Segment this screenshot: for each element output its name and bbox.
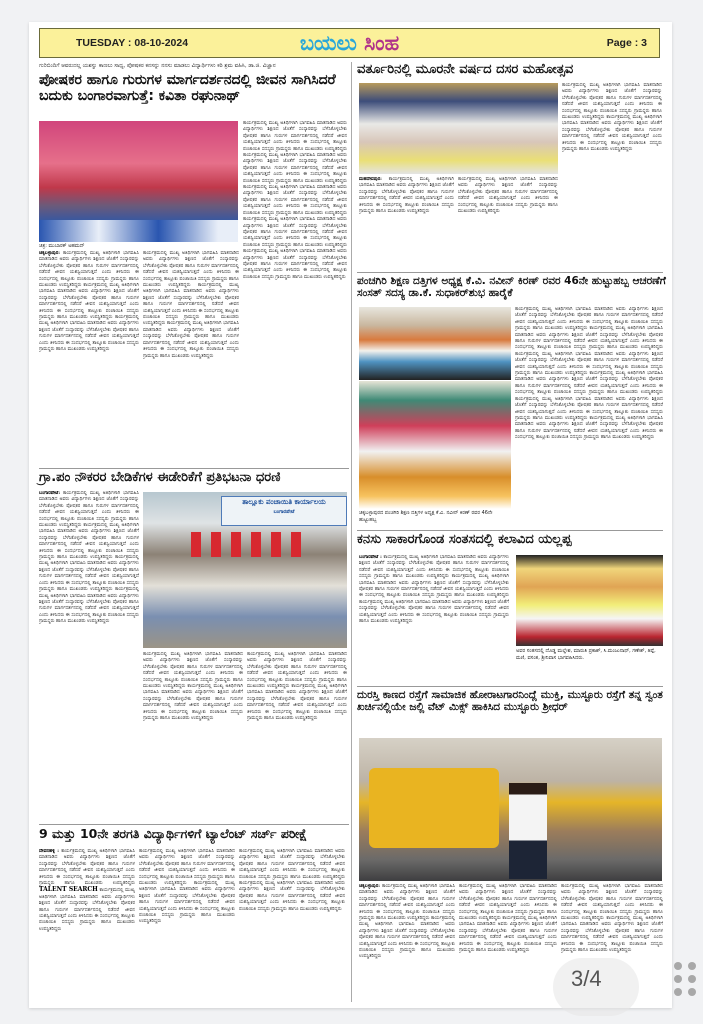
photo-caption: ಅವರ ಸಂತಸದಲ್ಲಿ ದೊಡ್ಡ ಮಲ್ಲೇಶ, ಮಾರುತಿ ಪ್ರಕಾಶ್, ಸಿ.ಮಂಜುನಾಥ್, ಗಣೇಶ್, ತಿಪ್ಪೆ, ಮಣಿ, ವಸಂತ, ಶ್ರೀನಿವಾಸ ಭಾಗವಹಿಸಿದರು. [516,648,656,661]
red-flags [191,532,311,557]
dateline: ಬಂಗಾರಪೇಟೆ : [359,555,382,560]
headline-varthur[interactable]: ವರ್ತೂರಿನಲ್ಲಿ ಮೂರನೇ ವರ್ಷದ ದಸರ ಮಹೋತ್ಸವ [357,62,574,77]
photo-kavitha-event [39,121,238,242]
grid-view-icon[interactable] [674,962,698,998]
photo-jcb-road-work [359,738,662,881]
article-body: ಕಾರ್ಯಕ್ರಮದಲ್ಲಿ ಮುಖ್ಯ ಅತಿಥಿಗಳಾಗಿ ಭಾಗವಹಿಸಿ ಮಾತನಾಡಿದ ಅವರು ವಿದ್ಯಾರ್ಥಿಗಳು ಶಿಕ್ಷಣದ ಜೊತೆಗೆ ಸಂಸ್ಕಾರವನ್ನು ಬೆಳೆಸಿಕೊಳ್ಳಬೇಕು ಪೋಷಕರ ಹಾಗೂ ಗುರುಗಳ ಮಾರ್ಗದರ್ಶನದಲ್ಲಿ ನಡೆದರೆ ಜೀವನ ಯಶಸ್ವಿಯಾಗುತ್ತದೆ ಎಂದು ತಿಳಿಸಿದರು ಈ ಸಂದರ್ಭದಲ್ಲಿ ತಾಲ್ಲೂಕು ಪಂಚಾಯಿತಿ ಸದಸ್ಯರು ಗ್ರಾಮಸ್ಥರು ಹಾಗೂ ಮುಖಂಡರು ಉಪಸ್ಥಿತರಿದ್ದರು ಕಾರ್ಯಕ್ರಮದಲ್ಲಿ ಮುಖ್ಯ ಅತಿಥಿಗಳಾಗಿ ಭಾಗವಹಿಸಿ ಮಾತನಾಡಿದ ಅವರು ವಿದ್ಯಾರ್ಥಿಗಳು ಶಿಕ್ಷಣದ ಜೊತೆಗೆ ಸಂಸ್ಕಾರವನ್ನು ಬೆಳೆಸಿಕೊಳ್ಳಬೇಕು ಪೋಷಕರ ಹಾಗೂ ಗುರುಗಳ ಮಾರ್ಗದರ್ಶನದಲ್ಲಿ ನಡೆದರೆ ಜೀವನ ಯಶಸ್ವಿಯಾಗುತ್ತದೆ ಎಂದು ತಿಳಿಸಿದರು ಈ ಸಂದರ್ಭದಲ್ಲಿ ತಾಲ್ಲೂಕು ಪಂಚಾಯಿತಿ ಸದಸ್ಯರು ಗ್ರಾಮಸ್ಥರು ಹಾಗೂ ಮುಖಂಡರು ಉಪಸ್ಥಿತರಿದ್ದರು [143,652,243,722]
photo-yallappa-felicitation [516,555,663,646]
page-number: Page : 3 [606,37,647,49]
office-signboard-sub: ಬಂಗಾರಪೇಟೆ [273,509,295,515]
person-standing [509,783,547,879]
section-divider [357,530,663,531]
article-body: ಬಂಗಾರಪೇಟೆ : ಕಾರ್ಯಕ್ರಮದಲ್ಲಿ ಮುಖ್ಯ ಅತಿಥಿಗಳಾಗಿ ಭಾಗವಹಿಸಿ ಮಾತನಾಡಿದ ಅವರು ವಿದ್ಯಾರ್ಥಿಗಳು ಶಿಕ್ಷಣದ ಜೊತೆಗೆ ಸಂಸ್ಕಾರವನ್ನು ಬೆಳೆಸಿಕೊಳ್ಳಬೇಕು ಪೋಷಕರ ಹಾಗೂ ಗುರುಗಳ ಮಾರ್ಗದರ್ಶನದಲ್ಲಿ ನಡೆದರೆ ಜೀವನ ಯಶಸ್ವಿಯಾಗುತ್ತದೆ ಎಂದು ತಿಳಿಸಿದರು ಈ ಸಂದರ್ಭದಲ್ಲಿ ತಾಲ್ಲೂಕು ಪಂಚಾಯಿತಿ ಸದಸ್ಯರು ಗ್ರಾಮಸ್ಥರು ಹಾಗೂ ಮುಖಂಡರು ಉಪಸ್ಥಿತರಿದ್ದರು ಕಾರ್ಯಕ್ರಮದಲ್ಲಿ ಮುಖ್ಯ ಅತಿಥಿಗಳಾಗಿ ಭಾಗವಹಿಸಿ ಮಾತನಾಡಿದ ಅವರು ವಿದ್ಯಾರ್ಥಿಗಳು ಶಿಕ್ಷಣದ ಜೊತೆಗೆ ಸಂಸ್ಕಾರವನ್ನು ಬೆಳೆಸಿಕೊಳ್ಳಬೇಕು ಪೋಷಕರ ಹಾಗೂ ಗುರುಗಳ ಮಾರ್ಗದರ್ಶನದಲ್ಲಿ ನಡೆದರೆ ಜೀವನ ಯಶಸ್ವಿಯಾಗುತ್ತದೆ ಎಂದು ತಿಳಿಸಿದರು ಈ ಸಂದರ್ಭದಲ್ಲಿ ತಾಲ್ಲೂಕು ಪಂಚಾಯಿತಿ ಸದಸ್ಯರು ಗ್ರಾಮಸ್ಥರು ಹಾಗೂ ಮುಖಂಡರು ಉಪಸ್ಥಿತರಿದ್ದರು ಕಾರ್ಯಕ್ರಮದಲ್ಲಿ ಮುಖ್ಯ ಅತಿಥಿಗಳಾಗಿ ಭಾಗವಹಿಸಿ ಮಾತನಾಡಿದ ಅವರು ವಿದ್ಯಾರ್ಥಿಗಳು ಶಿಕ್ಷಣದ ಜೊತೆಗೆ ಸಂಸ್ಕಾರವನ್ನು ಬೆಳೆಸಿಕೊಳ್ಳಬೇಕು ಪೋಷಕರ ಹಾಗೂ ಗುರುಗಳ ಮಾರ್ಗದರ್ಶನದಲ್ಲಿ ನಡೆದರೆ ಜೀವನ ಯಶಸ್ವಿಯಾಗುತ್ತದೆ ಎಂದು ತಿಳಿಸಿದರು ಈ ಸಂದರ್ಭದಲ್ಲಿ ತಾಲ್ಲೂಕು ಪಂಚಾಯಿತಿ ಸದಸ್ಯರು ಗ್ರಾಮಸ್ಥರು ಹಾಗೂ ಮುಖಂಡರು ಉಪಸ್ಥಿತರಿದ್ದರು [359,555,509,625]
newspaper-page [29,22,672,1008]
article-body: ಕಾರ್ಯಕ್ರಮದಲ್ಲಿ ಮುಖ್ಯ ಅತಿಥಿಗಳಾಗಿ ಭಾಗವಹಿಸಿ ಮಾತನಾಡಿದ ಅವರು ವಿದ್ಯಾರ್ಥಿಗಳು ಶಿಕ್ಷಣದ ಜೊತೆಗೆ ಸಂಸ್ಕಾರವನ್ನು ಬೆಳೆಸಿಕೊಳ್ಳಬೇಕು ಪೋಷಕರ ಹಾಗೂ ಗುರುಗಳ ಮಾರ್ಗದರ್ಶನದಲ್ಲಿ ನಡೆದರೆ ಜೀವನ ಯಶಸ್ವಿಯಾಗುತ್ತದೆ ಎಂದು ತಿಳಿಸಿದರು ಈ ಸಂದರ್ಭದಲ್ಲಿ ತಾಲ್ಲೂಕು ಪಂಚಾಯಿತಿ ಸದಸ್ಯರು ಗ್ರಾಮಸ್ಥರು ಹಾಗೂ ಮುಖಂಡರು ಉಪಸ್ಥಿತರಿದ್ದರು ಕಾರ್ಯಕ್ರಮದಲ್ಲಿ ಮುಖ್ಯ ಅತಿಥಿಗಳಾಗಿ ಭಾಗವಹಿಸಿ ಮಾತನಾಡಿದ ಅವರು ವಿದ್ಯಾರ್ಥಿಗಳು ಶಿಕ್ಷಣದ ಜೊತೆಗೆ ಸಂಸ್ಕಾರವನ್ನು ಬೆಳೆಸಿಕೊಳ್ಳಬೇಕು ಪೋಷಕರ ಹಾಗೂ ಗುರುಗಳ ಮಾರ್ಗದರ್ಶನದಲ್ಲಿ ನಡೆದರೆ ಜೀವನ ಯಶಸ್ವಿಯಾಗುತ್ತದೆ ಎಂದು ತಿಳಿಸಿದರು ಈ ಸಂದರ್ಭದಲ್ಲಿ ತಾಲ್ಲೂಕು ಪಂಚಾಯಿತಿ ಸದಸ್ಯರು ಗ್ರಾಮಸ್ಥರು ಹಾಗೂ ಮುಖಂಡರು ಉಪಸ್ಥಿತರಿದ್ದರು [139,849,235,925]
article-body: ಕಾರ್ಯಕ್ರಮದಲ್ಲಿ ಮುಖ್ಯ ಅತಿಥಿಗಳಾಗಿ ಭಾಗವಹಿಸಿ ಮಾತನಾಡಿದ ಅವರು ವಿದ್ಯಾರ್ಥಿಗಳು ಶಿಕ್ಷಣದ ಜೊತೆಗೆ ಸಂಸ್ಕಾರವನ್ನು ಬೆಳೆಸಿಕೊಳ್ಳಬೇಕು ಪೋಷಕರ ಹಾಗೂ ಗುರುಗಳ ಮಾರ್ಗದರ್ಶನದಲ್ಲಿ ನಡೆದರೆ ಜೀವನ ಯಶಸ್ವಿಯಾಗುತ್ತದೆ ಎಂದು ತಿಳಿಸಿದರು ಈ ಸಂದರ್ಭದಲ್ಲಿ ತಾಲ್ಲೂಕು ಪಂಚಾಯಿತಿ ಸದಸ್ಯರು ಗ್ರಾಮಸ್ಥರು ಹಾಗೂ ಮುಖಂಡರು ಉಪಸ್ಥಿತರಿದ್ದರು ಕಾರ್ಯಕ್ರಮದಲ್ಲಿ ಮುಖ್ಯ ಅತಿಥಿಗಳಾಗಿ ಭಾಗವಹಿಸಿ ಮಾತನಾಡಿದ ಅವರು ವಿದ್ಯಾರ್ಥಿಗಳು ಶಿಕ್ಷಣದ ಜೊತೆಗೆ ಸಂಸ್ಕಾರವನ್ನು ಬೆಳೆಸಿಕೊಳ್ಳಬೇಕು ಪೋಷಕರ ಹಾಗೂ ಗುರುಗಳ ಮಾರ್ಗದರ್ಶನದಲ್ಲಿ ನಡೆದರೆ ಜೀವನ ಯಶಸ್ವಿಯಾಗುತ್ತದೆ ಎಂದು ತಿಳಿಸಿದರು ಈ ಸಂದರ್ಭದಲ್ಲಿ ತಾಲ್ಲೂಕು ಪಂಚಾಯಿತಿ ಸದಸ್ಯರು ಗ್ರಾಮಸ್ಥರು ಹಾಗೂ ಮುಖಂಡರು ಉಪಸ್ಥಿತರಿದ್ದರು ಕಾರ್ಯಕ್ರಮದಲ್ಲಿ ಮುಖ್ಯ ಅತಿಥಿಗಳಾಗಿ ಭಾಗವಹಿಸಿ ಮಾತನಾಡಿದ ಅವರು ವಿದ್ಯಾರ್ಥಿಗಳು ಶಿಕ್ಷಣದ ಜೊತೆಗೆ ಸಂಸ್ಕಾರವನ್ನು ಬೆಳೆಸಿಕೊಳ್ಳಬೇಕು ಪೋಷಕರ ಹಾಗೂ ಗುರುಗಳ ಮಾರ್ಗದರ್ಶನದಲ್ಲಿ ನಡೆದರೆ ಜೀವನ ಯಶಸ್ವಿಯಾಗುತ್ತದೆ ಎಂದು ತಿಳಿಸಿದರು ಈ ಸಂದರ್ಭದಲ್ಲಿ ತಾಲ್ಲೂಕು ಪಂಚಾಯಿತಿ ಸದಸ್ಯರು ಗ್ರಾಮಸ್ಥರು ಹಾಗೂ ಮುಖಂಡರು ಉಪಸ್ಥಿತರಿದ್ದರು ಕಾರ್ಯಕ್ರಮದಲ್ಲಿ ಮುಖ್ಯ ಅತಿಥಿಗಳಾಗಿ ಭಾಗವಹಿಸಿ ಮಾತನಾಡಿದ ಅವರು ವಿದ್ಯಾರ್ಥಿಗಳು ಶಿಕ್ಷಣದ ಜೊತೆಗೆ ಸಂಸ್ಕಾರವನ್ನು ಬೆಳೆಸಿಕೊಳ್ಳಬೇಕು ಪೋಷಕರ ಹಾಗೂ ಗುರುಗಳ ಮಾರ್ಗದರ್ಶನದಲ್ಲಿ ನಡೆದರೆ ಜೀವನ ಯಶಸ್ವಿಯಾಗುತ್ತದೆ ಎಂದು ತಿಳಿಸಿದರು ಈ ಸಂದರ್ಭದಲ್ಲಿ ತಾಲ್ಲೂಕು ಪಂಚಾಯಿತಿ ಸದಸ್ಯರು ಗ್ರಾಮಸ್ಥರು ಹಾಗೂ ಮುಖಂಡರು ಉಪಸ್ಥಿತರಿದ್ದರು ಕಾರ್ಯಕ್ರಮದಲ್ಲಿ ಮುಖ್ಯ ಅತಿಥಿಗಳಾಗಿ ಭಾಗವಹಿಸಿ ಮಾತನಾಡಿದ ಅವರು ವಿದ್ಯಾರ್ಥಿಗಳು ಶಿಕ್ಷಣದ ಜೊತೆಗೆ ಸಂಸ್ಕಾರವನ್ನು ಬೆಳೆಸಿಕೊಳ್ಳಬೇಕು ಪೋಷಕರ ಹಾಗೂ ಗುರುಗಳ ಮಾರ್ಗದರ್ಶನದಲ್ಲಿ ನಡೆದರೆ ಜೀವನ ಯಶಸ್ವಿಯಾಗುತ್ತದೆ ಎಂದು ತಿಳಿಸಿದರು ಈ ಸಂದರ್ಭದಲ್ಲಿ ತಾಲ್ಲೂಕು ಪಂಚಾಯಿತಿ ಸದಸ್ಯರು ಗ್ರಾಮಸ್ಥರು ಹಾಗೂ ಮುಖಂಡರು ಉಪಸ್ಥಿತರಿದ್ದರು [243,121,347,280]
dateline: ಬಂಗಾರಪೇಟೆ: [39,491,61,496]
headline-naveen-kiran[interactable]: ಪಂಚಗಿರಿ ಶಿಕ್ಷಣ ದತ್ತಿಗಳ ಅಧ್ಯಕ್ಷ ಕೆ.ವಿ. ನವೀನ್ ಕಿರಣ್ ರವರ 46ನೇ ಹುಟ್ಟುಹಬ್ಬ ಆಚರಣೆಗೆ ಸಂಸತ್ ಸದಸ್ಯ ಡಾ.ಕೆ. ಸುಧಾಕರ್‌ಶುಭ ಹಾರೈಕೆ [357,275,666,300]
article-body: ಕಾರ್ಯಕ್ರಮದಲ್ಲಿ ಮುಖ್ಯ ಅತಿಥಿಗಳಾಗಿ ಭಾಗವಹಿಸಿ ಮಾತನಾಡಿದ ಅವರು ವಿದ್ಯಾರ್ಥಿಗಳು ಶಿಕ್ಷಣದ ಜೊತೆಗೆ ಸಂಸ್ಕಾರವನ್ನು ಬೆಳೆಸಿಕೊಳ್ಳಬೇಕು ಪೋಷಕರ ಹಾಗೂ ಗುರುಗಳ ಮಾರ್ಗದರ್ಶನದಲ್ಲಿ ನಡೆದರೆ ಜೀವನ ಯಶಸ್ವಿಯಾಗುತ್ತದೆ ಎಂದು ತಿಳಿಸಿದರು ಈ ಸಂದರ್ಭದಲ್ಲಿ ತಾಲ್ಲೂಕು ಪಂಚಾಯಿತಿ ಸದಸ್ಯರು ಗ್ರಾಮಸ್ಥರು ಹಾಗೂ ಮುಖಂಡರು ಉಪಸ್ಥಿತರಿದ್ದರು ಕಾರ್ಯಕ್ರಮದಲ್ಲಿ ಮುಖ್ಯ ಅತಿಥಿಗಳಾಗಿ ಭಾಗವಹಿಸಿ ಮಾತನಾಡಿದ ಅವರು ವಿದ್ಯಾರ್ಥಿಗಳು ಶಿಕ್ಷಣದ ಜೊತೆಗೆ ಸಂಸ್ಕಾರವನ್ನು ಬೆಳೆಸಿಕೊಳ್ಳಬೇಕು ಪೋಷಕರ ಹಾಗೂ ಗುರುಗಳ ಮಾರ್ಗದರ್ಶನದಲ್ಲಿ ನಡೆದರೆ ಜೀವನ ಯಶಸ್ವಿಯಾಗುತ್ತದೆ ಎಂದು ತಿಳಿಸಿದರು ಈ ಸಂದರ್ಭದಲ್ಲಿ ತಾಲ್ಲೂಕು ಪಂಚಾಯಿತಿ ಸದಸ್ಯರು ಗ್ರಾಮಸ್ಥರು ಹಾಗೂ ಮುಖಂಡರು ಉಪಸ್ಥಿತರಿದ್ದರು [561,884,663,954]
article-body: ಕಾರ್ಯಕ್ರಮದಲ್ಲಿ ಮುಖ್ಯ ಅತಿಥಿಗಳಾಗಿ ಭಾಗವಹಿಸಿ ಮಾತನಾಡಿದ ಅವರು ವಿದ್ಯಾರ್ಥಿಗಳು ಶಿಕ್ಷಣದ ಜೊತೆಗೆ ಸಂಸ್ಕಾರವನ್ನು ಬೆಳೆಸಿಕೊಳ್ಳಬೇಕು ಪೋಷಕರ ಹಾಗೂ ಗುರುಗಳ ಮಾರ್ಗದರ್ಶನದಲ್ಲಿ ನಡೆದರೆ ಜೀವನ ಯಶಸ್ವಿಯಾಗುತ್ತದೆ ಎಂದು ತಿಳಿಸಿದರು ಈ ಸಂದರ್ಭದಲ್ಲಿ ತಾಲ್ಲೂಕು ಪಂಚಾಯಿತಿ ಸದಸ್ಯರು ಗ್ರಾಮಸ್ಥರು ಹಾಗೂ ಮುಖಂಡರು ಉಪಸ್ಥಿತರಿದ್ದರು ಕಾರ್ಯಕ್ರಮದಲ್ಲಿ ಮುಖ್ಯ ಅತಿಥಿಗಳಾಗಿ ಭಾಗವಹಿಸಿ ಮಾತನಾಡಿದ ಅವರು ವಿದ್ಯಾರ್ಥಿಗಳು ಶಿಕ್ಷಣದ ಜೊತೆಗೆ ಸಂಸ್ಕಾರವನ್ನು ಬೆಳೆಸಿಕೊಳ್ಳಬೇಕು ಪೋಷಕರ ಹಾಗೂ ಗುರುಗಳ ಮಾರ್ಗದರ್ಶನದಲ್ಲಿ ನಡೆದರೆ ಜೀವನ ಯಶಸ್ವಿಯಾಗುತ್ತದೆ ಎಂದು ತಿಳಿಸಿದರು ಈ ಸಂದರ್ಭದಲ್ಲಿ ತಾಲ್ಲೂಕು ಪಂಚಾಯಿತಿ ಸದಸ್ಯರು ಗ್ರಾಮಸ್ಥರು ಹಾಗೂ ಮುಖಂಡರು ಉಪಸ್ಥಿತರಿದ್ದರು [247,652,347,722]
jcb-machine [369,768,499,848]
section-divider [39,468,349,469]
photo-caption: ಚಿಕ್ಕಬಳ್ಳಾಪುರದ ಪಂಚಗಿರಿ ಶಿಕ್ಷಣ ದತ್ತಿಗಳ ಅಧ್ಯಕ್ಷ ಕೆ.ವಿ. ನವೀನ್ ಕಿರಣ್ ರವರ 46ನೇ ಹುಟ್ಟುಹಬ್ಬ [359,510,493,523]
photo-protest [143,492,347,648]
headline-yallappa[interactable]: ಕನಸು ಸಾಕಾರಗೊಂಡ ಸಂತಸದಲ್ಲಿ ಕಲಾವಿದ ಯಲ್ಲಪ್ಪ [357,532,572,547]
headline-kavitha[interactable]: ಪೋಷಕರ ಹಾಗೂ ಗುರುಗಳ ಮಾರ್ಗದರ್ಶನದಲ್ಲಿ ಜೀವನ ಸಾಗಿಸಿದರೆ ಬದುಕು ಬಂಗಾರವಾಗುತ್ತೆ: ಕವಿತಾ ರಘುನಾಥ್ [39,72,336,105]
title-part-1: ಬಯಲು [299,31,357,55]
article-body: ಕಾರ್ಯಕ್ರಮದಲ್ಲಿ ಮುಖ್ಯ ಅತಿಥಿಗಳಾಗಿ ಭಾಗವಹಿಸಿ ಮಾತನಾಡಿದ ಅವರು ವಿದ್ಯಾರ್ಥಿಗಳು ಶಿಕ್ಷಣದ ಜೊತೆಗೆ ಸಂಸ್ಕಾರವನ್ನು ಬೆಳೆಸಿಕೊಳ್ಳಬೇಕು ಪೋಷಕರ ಹಾಗೂ ಗುರುಗಳ ಮಾರ್ಗದರ್ಶನದಲ್ಲಿ ನಡೆದರೆ ಜೀವನ ಯಶಸ್ವಿಯಾಗುತ್ತದೆ ಎಂದು ತಿಳಿಸಿದರು ಈ ಸಂದರ್ಭದಲ್ಲಿ ತಾಲ್ಲೂಕು ಪಂಚಾಯಿತಿ ಸದಸ್ಯರು ಗ್ರಾಮಸ್ಥರು ಹಾಗೂ ಮುಖಂಡರು ಉಪಸ್ಥಿತರಿದ್ದರು ಕಾರ್ಯಕ್ರಮದಲ್ಲಿ ಮುಖ್ಯ ಅತಿಥಿಗಳಾಗಿ ಭಾಗವಹಿಸಿ ಮಾತನಾಡಿದ ಅವರು ವಿದ್ಯಾರ್ಥಿಗಳು ಶಿಕ್ಷಣದ ಜೊತೆಗೆ ಸಂಸ್ಕಾರವನ್ನು ಬೆಳೆಸಿಕೊಳ್ಳಬೇಕು ಪೋಷಕರ ಹಾಗೂ ಗುರುಗಳ ಮಾರ್ಗದರ್ಶನದಲ್ಲಿ ನಡೆದರೆ ಜೀವನ ಯಶಸ್ವಿಯಾಗುತ್ತದೆ ಎಂದು ತಿಳಿಸಿದರು ಈ ಸಂದರ್ಭದಲ್ಲಿ ತಾಲ್ಲೂಕು ಪಂಚಾಯಿತಿ ಸದಸ್ಯರು ಗ್ರಾಮಸ್ಥರು ಹಾಗೂ ಮುಖಂಡರು ಉಪಸ್ಥಿತರಿದ್ದರು [239,849,345,912]
title-part-2: ಸಿಂಹ [364,31,400,55]
section-divider [357,272,663,273]
photo-caption: ಚಿತ್ರ: ಮುಬಾರಕ್ ಅಹಮದ್ [39,243,85,249]
article-body: ಚಿಕ್ಕಬಳ್ಳಾಪುರ: ಕಾರ್ಯಕ್ರಮದಲ್ಲಿ ಮುಖ್ಯ ಅತಿಥಿಗಳಾಗಿ ಭಾಗವಹಿಸಿ ಮಾತನಾಡಿದ ಅವರು ವಿದ್ಯಾರ್ಥಿಗಳು ಶಿಕ್ಷಣದ ಜೊತೆಗೆ ಸಂಸ್ಕಾರವನ್ನು ಬೆಳೆಸಿಕೊಳ್ಳಬೇಕು ಪೋಷಕರ ಹಾಗೂ ಗುರುಗಳ ಮಾರ್ಗದರ್ಶನದಲ್ಲಿ ನಡೆದರೆ ಜೀವನ ಯಶಸ್ವಿಯಾಗುತ್ತದೆ ಎಂದು ತಿಳಿಸಿದರು ಈ ಸಂದರ್ಭದಲ್ಲಿ ತಾಲ್ಲೂಕು ಪಂಚಾಯಿತಿ ಸದಸ್ಯರು ಗ್ರಾಮಸ್ಥರು ಹಾಗೂ ಮುಖಂಡರು ಉಪಸ್ಥಿತರಿದ್ದರು ಕಾರ್ಯಕ್ರಮದಲ್ಲಿ ಮುಖ್ಯ ಅತಿಥಿಗಳಾಗಿ ಭಾಗವಹಿಸಿ ಮಾತನಾಡಿದ ಅವರು ವಿದ್ಯಾರ್ಥಿಗಳು ಶಿಕ್ಷಣದ ಜೊತೆಗೆ ಸಂಸ್ಕಾರವನ್ನು ಬೆಳೆಸಿಕೊಳ್ಳಬೇಕು ಪೋಷಕರ ಹಾಗೂ ಗುರುಗಳ ಮಾರ್ಗದರ್ಶನದಲ್ಲಿ ನಡೆದರೆ ಜೀವನ ಯಶಸ್ವಿಯಾಗುತ್ತದೆ ಎಂದು ತಿಳಿಸಿದರು ಈ ಸಂದರ್ಭದಲ್ಲಿ ತಾಲ್ಲೂಕು ಪಂಚಾಯಿತಿ ಸದಸ್ಯರು ಗ್ರಾಮಸ್ಥರು ಹಾಗೂ ಮುಖಂಡರು ಉಪಸ್ಥಿತರಿದ್ದರು [359,884,455,960]
column-divider [351,62,352,1002]
headline-grama-panchayat[interactable]: ಗ್ರಾ.ಪಂ ನೌಕರರ ಬೇಡಿಕೆಗಳ ಈಡೇರಿಕೆಗೆ ಪ್ರತಿಭಟನಾ ಧರಣಿ [39,470,281,485]
article-body: ಮಹದೇವಪುರ: ಕಾರ್ಯಕ್ರಮದಲ್ಲಿ ಮುಖ್ಯ ಅತಿಥಿಗಳಾಗಿ ಭಾಗವಹಿಸಿ ಮಾತನಾಡಿದ ಅವರು ವಿದ್ಯಾರ್ಥಿಗಳು ಶಿಕ್ಷಣದ ಜೊತೆಗೆ ಸಂಸ್ಕಾರವನ್ನು ಬೆಳೆಸಿಕೊಳ್ಳಬೇಕು ಪೋಷಕರ ಹಾಗೂ ಗುರುಗಳ ಮಾರ್ಗದರ್ಶನದಲ್ಲಿ ನಡೆದರೆ ಜೀವನ ಯಶಸ್ವಿಯಾಗುತ್ತದೆ ಎಂದು ತಿಳಿಸಿದರು ಈ ಸಂದರ್ಭದಲ್ಲಿ ತಾಲ್ಲೂಕು ಪಂಚಾಯಿತಿ ಸದಸ್ಯರು ಗ್ರಾಮಸ್ಥರು ಹಾಗೂ ಮುಖಂಡರು ಉಪಸ್ಥಿತರಿದ್ದರು [359,177,454,215]
dateline: ಚಿಕ್ಕಬಳ್ಳಾಪುರ: [39,251,60,256]
article-body: ಕಾರ್ಯಕ್ರಮದಲ್ಲಿ ಮುಖ್ಯ ಅತಿಥಿಗಳಾಗಿ ಭಾಗವಹಿಸಿ ಮಾತನಾಡಿದ ಅವರು ವಿದ್ಯಾರ್ಥಿಗಳು ಶಿಕ್ಷಣದ ಜೊತೆಗೆ ಸಂಸ್ಕಾರವನ್ನು ಬೆಳೆಸಿಕೊಳ್ಳಬೇಕು ಪೋಷಕರ ಹಾಗೂ ಗುರುಗಳ ಮಾರ್ಗದರ್ಶನದಲ್ಲಿ ನಡೆದರೆ ಜೀವನ ಯಶಸ್ವಿಯಾಗುತ್ತದೆ ಎಂದು ತಿಳಿಸಿದರು ಈ ಸಂದರ್ಭದಲ್ಲಿ ತಾಲ್ಲೂಕು ಪಂಚಾಯಿತಿ ಸದಸ್ಯರು ಗ್ರಾಮಸ್ಥರು ಹಾಗೂ ಮುಖಂಡರು ಉಪಸ್ಥಿತರಿದ್ದರು ಕಾರ್ಯಕ್ರಮದಲ್ಲಿ ಮುಖ್ಯ ಅತಿಥಿಗಳಾಗಿ ಭಾಗವಹಿಸಿ ಮಾತನಾಡಿದ ಅವರು ವಿದ್ಯಾರ್ಥಿಗಳು ಶಿಕ್ಷಣದ ಜೊತೆಗೆ ಸಂಸ್ಕಾರವನ್ನು ಬೆಳೆಸಿಕೊಳ್ಳಬೇಕು ಪೋಷಕರ ಹಾಗೂ ಗುರುಗಳ ಮಾರ್ಗದರ್ಶನದಲ್ಲಿ ನಡೆದರೆ ಜೀವನ ಯಶಸ್ವಿಯಾಗುತ್ತದೆ ಎಂದು ತಿಳಿಸಿದರು ಈ ಸಂದರ್ಭದಲ್ಲಿ ತಾಲ್ಲೂಕು ಪಂಚಾಯಿತಿ ಸದಸ್ಯರು ಗ್ರಾಮಸ್ಥರು ಹಾಗೂ ಮುಖಂಡರು ಉಪಸ್ಥಿತರಿದ್ದರು ಕಾರ್ಯಕ್ರಮದಲ್ಲಿ ಮುಖ್ಯ ಅತಿಥಿಗಳಾಗಿ ಭಾಗವಹಿಸಿ ಮಾತನಾಡಿದ ಅವರು ವಿದ್ಯಾರ್ಥಿಗಳು ಶಿಕ್ಷಣದ ಜೊತೆಗೆ ಸಂಸ್ಕಾರವನ್ನು ಬೆಳೆಸಿಕೊಳ್ಳಬೇಕು ಪೋಷಕರ ಹಾಗೂ ಗುರುಗಳ ಮಾರ್ಗದರ್ಶನದಲ್ಲಿ ನಡೆದರೆ ಜೀವನ ಯಶಸ್ವಿಯಾಗುತ್ತದೆ ಎಂದು ತಿಳಿಸಿದರು ಈ ಸಂದರ್ಭದಲ್ಲಿ ತಾಲ್ಲೂಕು ಪಂಚಾಯಿತಿ ಸದಸ್ಯರು ಗ್ರಾಮಸ್ಥರು ಹಾಗೂ ಮುಖಂಡರು ಉಪಸ್ಥಿತರಿದ್ದರು [143,251,239,359]
masthead [39,28,660,58]
section-divider [357,686,663,687]
article-body: ಬಂಗಾರಪೇಟೆ: ಕಾರ್ಯಕ್ರಮದಲ್ಲಿ ಮುಖ್ಯ ಅತಿಥಿಗಳಾಗಿ ಭಾಗವಹಿಸಿ ಮಾತನಾಡಿದ ಅವರು ವಿದ್ಯಾರ್ಥಿಗಳು ಶಿಕ್ಷಣದ ಜೊತೆಗೆ ಸಂಸ್ಕಾರವನ್ನು ಬೆಳೆಸಿಕೊಳ್ಳಬೇಕು ಪೋಷಕರ ಹಾಗೂ ಗುರುಗಳ ಮಾರ್ಗದರ್ಶನದಲ್ಲಿ ನಡೆದರೆ ಜೀವನ ಯಶಸ್ವಿಯಾಗುತ್ತದೆ ಎಂದು ತಿಳಿಸಿದರು ಈ ಸಂದರ್ಭದಲ್ಲಿ ತಾಲ್ಲೂಕು ಪಂಚಾಯಿತಿ ಸದಸ್ಯರು ಗ್ರಾಮಸ್ಥರು ಹಾಗೂ ಮುಖಂಡರು ಉಪಸ್ಥಿತರಿದ್ದರು ಕಾರ್ಯಕ್ರಮದಲ್ಲಿ ಮುಖ್ಯ ಅತಿಥಿಗಳಾಗಿ ಭಾಗವಹಿಸಿ ಮಾತನಾಡಿದ ಅವರು ವಿದ್ಯಾರ್ಥಿಗಳು ಶಿಕ್ಷಣದ ಜೊತೆಗೆ ಸಂಸ್ಕಾರವನ್ನು ಬೆಳೆಸಿಕೊಳ್ಳಬೇಕು ಪೋಷಕರ ಹಾಗೂ ಗುರುಗಳ ಮಾರ್ಗದರ್ಶನದಲ್ಲಿ ನಡೆದರೆ ಜೀವನ ಯಶಸ್ವಿಯಾಗುತ್ತದೆ ಎಂದು ತಿಳಿಸಿದರು ಈ ಸಂದರ್ಭದಲ್ಲಿ ತಾಲ್ಲೂಕು ಪಂಚಾಯಿತಿ ಸದಸ್ಯರು ಗ್ರಾಮಸ್ಥರು ಹಾಗೂ ಮುಖಂಡರು ಉಪಸ್ಥಿತರಿದ್ದರು ಕಾರ್ಯಕ್ರಮದಲ್ಲಿ ಮುಖ್ಯ ಅತಿಥಿಗಳಾಗಿ ಭಾಗವಹಿಸಿ ಮಾತನಾಡಿದ ಅವರು ವಿದ್ಯಾರ್ಥಿಗಳು ಶಿಕ್ಷಣದ ಜೊತೆಗೆ ಸಂಸ್ಕಾರವನ್ನು ಬೆಳೆಸಿಕೊಳ್ಳಬೇಕು ಪೋಷಕರ ಹಾಗೂ ಗುರುಗಳ ಮಾರ್ಗದರ್ಶನದಲ್ಲಿ ನಡೆದರೆ ಜೀವನ ಯಶಸ್ವಿಯಾಗುತ್ತದೆ ಎಂದು ತಿಳಿಸಿದರು ಈ ಸಂದರ್ಭದಲ್ಲಿ ತಾಲ್ಲೂಕು ಪಂಚಾಯಿತಿ ಸದಸ್ಯರು ಗ್ರಾಮಸ್ಥರು ಹಾಗೂ ಮುಖಂಡರು ಉಪಸ್ಥಿತರಿದ್ದರು ಕಾರ್ಯಕ್ರಮದಲ್ಲಿ ಮುಖ್ಯ ಅತಿಥಿಗಳಾಗಿ ಭಾಗವಹಿಸಿ ಮಾತನಾಡಿದ ಅವರು ವಿದ್ಯಾರ್ಥಿಗಳು ಶಿಕ್ಷಣದ ಜೊತೆಗೆ ಸಂಸ್ಕಾರವನ್ನು ಬೆಳೆಸಿಕೊಳ್ಳಬೇಕು ಪೋಷಕರ ಹಾಗೂ ಗುರುಗಳ ಮಾರ್ಗದರ್ಶನದಲ್ಲಿ ನಡೆದರೆ ಜೀವನ ಯಶಸ್ವಿಯಾಗುತ್ತದೆ ಎಂದು ತಿಳಿಸಿದರು ಈ ಸಂದರ್ಭದಲ್ಲಿ ತಾಲ್ಲೂಕು ಪಂಚಾಯಿತಿ ಸದಸ್ಯರು ಗ್ರಾಮಸ್ಥರು ಹಾಗೂ ಮುಖಂಡರು ಉಪಸ್ಥಿತರಿದ್ದರು [39,491,139,625]
photo-varthur-dasara [359,83,558,174]
headline-musturu-sridhar[interactable]: ದುರಸ್ತಿ ಕಾಣದ ರಸ್ತೆಗೆ ಸಾಮಾಜಿಕ ಹೋರಾಟಗಾರನಿಂದ್ಲೆ ಮುಕ್ತಿ, ಮುಸ್ಟೂರು ರಸ್ತೆಗೆ ತನ್ನ ಸ್ವಂತ ಖರ್ಚಿನಲ್ಲಿಯೇ ಜಲ್ಲಿ ವೆಟ್ ಮಿಕ್ಸ್ ಹಾಕಿಸಿದ ಮುಸ್ಟೂರು ಶ್ರೀಧರ್ [357,689,663,714]
dateline: ಚಿಕ್ಕಬಳ್ಳಾಪುರ: [359,884,380,889]
photo-birthday-group [359,307,511,380]
section-divider [39,824,349,825]
article-body: ಕಾರ್ಯಕ್ರಮದಲ್ಲಿ ಮುಖ್ಯ ಅತಿಥಿಗಳಾಗಿ ಭಾಗವಹಿಸಿ ಮಾತನಾಡಿದ ಅವರು ವಿದ್ಯಾರ್ಥಿಗಳು ಶಿಕ್ಷಣದ ಜೊತೆಗೆ ಸಂಸ್ಕಾರವನ್ನು ಬೆಳೆಸಿಕೊಳ್ಳಬೇಕು ಪೋಷಕರ ಹಾಗೂ ಗುರುಗಳ ಮಾರ್ಗದರ್ಶನದಲ್ಲಿ ನಡೆದರೆ ಜೀವನ ಯಶಸ್ವಿಯಾಗುತ್ತದೆ ಎಂದು ತಿಳಿಸಿದರು ಈ ಸಂದರ್ಭದಲ್ಲಿ ತಾಲ್ಲೂಕು ಪಂಚಾಯಿತಿ ಸದಸ್ಯರು ಗ್ರಾಮಸ್ಥರು ಹಾಗೂ ಮುಖಂಡರು ಉಪಸ್ಥಿತರಿದ್ದರು ಕಾರ್ಯಕ್ರಮದಲ್ಲಿ ಮುಖ್ಯ ಅತಿಥಿಗಳಾಗಿ ಭಾಗವಹಿಸಿ ಮಾತನಾಡಿದ ಅವರು ವಿದ್ಯಾರ್ಥಿಗಳು ಶಿಕ್ಷಣದ ಜೊತೆಗೆ ಸಂಸ್ಕಾರವನ್ನು ಬೆಳೆಸಿಕೊಳ್ಳಬೇಕು ಪೋಷಕರ ಹಾಗೂ ಗುರುಗಳ ಮಾರ್ಗದರ್ಶನದಲ್ಲಿ ನಡೆದರೆ ಜೀವನ ಯಶಸ್ವಿಯಾಗುತ್ತದೆ ಎಂದು ತಿಳಿಸಿದರು ಈ ಸಂದರ್ಭದಲ್ಲಿ ತಾಲ್ಲೂಕು ಪಂಚಾಯಿತಿ ಸದಸ್ಯರು ಗ್ರಾಮಸ್ಥರು ಹಾಗೂ ಮುಖಂಡರು ಉಪಸ್ಥಿತರಿದ್ದರು [562,83,662,153]
talent-search-label: TALENT SEARCH [39,886,98,894]
article-body: ದೇವನಹಳ್ಳಿ : ಕಾರ್ಯಕ್ರಮದಲ್ಲಿ ಮುಖ್ಯ ಅತಿಥಿಗಳಾಗಿ ಭಾಗವಹಿಸಿ ಮಾತನಾಡಿದ ಅವರು ವಿದ್ಯಾರ್ಥಿಗಳು ಶಿಕ್ಷಣದ ಜೊತೆಗೆ ಸಂಸ್ಕಾರವನ್ನು ಬೆಳೆಸಿಕೊಳ್ಳಬೇಕು ಪೋಷಕರ ಹಾಗೂ ಗುರುಗಳ ಮಾರ್ಗದರ್ಶನದಲ್ಲಿ ನಡೆದರೆ ಜೀವನ ಯಶಸ್ವಿಯಾಗುತ್ತದೆ ಎಂದು ತಿಳಿಸಿದರು ಈ ಸಂದರ್ಭದಲ್ಲಿ ತಾಲ್ಲೂಕು ಪಂಚಾಯಿತಿ ಸದಸ್ಯರು ಗ್ರಾಮಸ್ಥರು ಹಾಗೂ ಮುಖಂಡರು ಉಪಸ್ಥಿತರಿದ್ದರು TALENT SEARCH ಕಾರ್ಯಕ್ರಮದಲ್ಲಿ ಮುಖ್ಯ ಅತಿಥಿಗಳಾಗಿ ಭಾಗವಹಿಸಿ ಮಾತನಾಡಿದ ಅವರು ವಿದ್ಯಾರ್ಥಿಗಳು ಶಿಕ್ಷಣದ ಜೊತೆಗೆ ಸಂಸ್ಕಾರವನ್ನು ಬೆಳೆಸಿಕೊಳ್ಳಬೇಕು ಪೋಷಕರ ಹಾಗೂ ಗುರುಗಳ ಮಾರ್ಗದರ್ಶನದಲ್ಲಿ ನಡೆದರೆ ಜೀವನ ಯಶಸ್ವಿಯಾಗುತ್ತದೆ ಎಂದು ತಿಳಿಸಿದರು ಈ ಸಂದರ್ಭದಲ್ಲಿ ತಾಲ್ಲೂಕು ಪಂಚಾಯಿತಿ ಸದಸ್ಯರು ಗ್ರಾಮಸ್ಥರು ಹಾಗೂ ಮುಖಂಡರು ಉಪಸ್ಥಿತರಿದ್ದರು [39,849,135,932]
article-body: ಕಾರ್ಯಕ್ರಮದಲ್ಲಿ ಮುಖ್ಯ ಅತಿಥಿಗಳಾಗಿ ಭಾಗವಹಿಸಿ ಮಾತನಾಡಿದ ಅವರು ವಿದ್ಯಾರ್ಥಿಗಳು ಶಿಕ್ಷಣದ ಜೊತೆಗೆ ಸಂಸ್ಕಾರವನ್ನು ಬೆಳೆಸಿಕೊಳ್ಳಬೇಕು ಪೋಷಕರ ಹಾಗೂ ಗುರುಗಳ ಮಾರ್ಗದರ್ಶನದಲ್ಲಿ ನಡೆದರೆ ಜೀವನ ಯಶಸ್ವಿಯಾಗುತ್ತದೆ ಎಂದು ತಿಳಿಸಿದರು ಈ ಸಂದರ್ಭದಲ್ಲಿ ತಾಲ್ಲೂಕು ಪಂಚಾಯಿತಿ ಸದಸ್ಯರು ಗ್ರಾಮಸ್ಥರು ಹಾಗೂ ಮುಖಂಡರು ಉಪಸ್ಥಿತರಿದ್ದರು ಕಾರ್ಯಕ್ರಮದಲ್ಲಿ ಮುಖ್ಯ ಅತಿಥಿಗಳಾಗಿ ಭಾಗವಹಿಸಿ ಮಾತನಾಡಿದ ಅವರು ವಿದ್ಯಾರ್ಥಿಗಳು ಶಿಕ್ಷಣದ ಜೊತೆಗೆ ಸಂಸ್ಕಾರವನ್ನು ಬೆಳೆಸಿಕೊಳ್ಳಬೇಕು ಪೋಷಕರ ಹಾಗೂ ಗುರುಗಳ ಮಾರ್ಗದರ್ಶನದಲ್ಲಿ ನಡೆದರೆ ಜೀವನ ಯಶಸ್ವಿಯಾಗುತ್ತದೆ ಎಂದು ತಿಳಿಸಿದರು ಈ ಸಂದರ್ಭದಲ್ಲಿ ತಾಲ್ಲೂಕು ಪಂಚಾಯಿತಿ ಸದಸ್ಯರು ಗ್ರಾಮಸ್ಥರು ಹಾಗೂ ಮುಖಂಡರು ಉಪಸ್ಥಿತರಿದ್ದರು ಕಾರ್ಯಕ್ರಮದಲ್ಲಿ ಮುಖ್ಯ ಅತಿಥಿಗಳಾಗಿ ಭಾಗವಹಿಸಿ ಮಾತನಾಡಿದ ಅವರು ವಿದ್ಯಾರ್ಥಿಗಳು ಶಿಕ್ಷಣದ ಜೊತೆಗೆ ಸಂಸ್ಕಾರವನ್ನು ಬೆಳೆಸಿಕೊಳ್ಳಬೇಕು ಪೋಷಕರ ಹಾಗೂ ಗುರುಗಳ ಮಾರ್ಗದರ್ಶನದಲ್ಲಿ ನಡೆದರೆ ಜೀವನ ಯಶಸ್ವಿಯಾಗುತ್ತದೆ ಎಂದು ತಿಳಿಸಿದರು ಈ ಸಂದರ್ಭದಲ್ಲಿ ತಾಲ್ಲೂಕು ಪಂಚಾಯಿತಿ ಸದಸ್ಯರು ಗ್ರಾಮಸ್ಥರು ಹಾಗೂ ಮುಖಂಡರು ಉಪಸ್ಥಿತರಿದ್ದರು ಕಾರ್ಯಕ್ರಮದಲ್ಲಿ ಮುಖ್ಯ ಅತಿಥಿಗಳಾಗಿ ಭಾಗವಹಿಸಿ ಮಾತನಾಡಿದ ಅವರು ವಿದ್ಯಾರ್ಥಿಗಳು ಶಿಕ್ಷಣದ ಜೊತೆಗೆ ಸಂಸ್ಕಾರವನ್ನು ಬೆಳೆಸಿಕೊಳ್ಳಬೇಕು ಪೋಷಕರ ಹಾಗೂ ಗುರುಗಳ ಮಾರ್ಗದರ್ಶನದಲ್ಲಿ ನಡೆದರೆ ಜೀವನ ಯಶಸ್ವಿಯಾಗುತ್ತದೆ ಎಂದು ತಿಳಿಸಿದರು ಈ ಸಂದರ್ಭದಲ್ಲಿ ತಾಲ್ಲೂಕು ಪಂಚಾಯಿತಿ ಸದಸ್ಯರು ಗ್ರಾಮಸ್ಥರು ಹಾಗೂ ಮುಖಂಡರು ಉಪಸ್ಥಿತರಿದ್ದರು ಕಾರ್ಯಕ್ರಮದಲ್ಲಿ ಮುಖ್ಯ ಅತಿಥಿಗಳಾಗಿ ಭಾಗವಹಿಸಿ ಮಾತನಾಡಿದ ಅವರು ವಿದ್ಯಾರ್ಥಿಗಳು ಶಿಕ್ಷಣದ ಜೊತೆಗೆ ಸಂಸ್ಕಾರವನ್ನು ಬೆಳೆಸಿಕೊಳ್ಳಬೇಕು ಪೋಷಕರ ಹಾಗೂ ಗುರುಗಳ ಮಾರ್ಗದರ್ಶನದಲ್ಲಿ ನಡೆದರೆ ಜೀವನ ಯಶಸ್ವಿಯಾಗುತ್ತದೆ ಎಂದು ತಿಳಿಸಿದರು ಈ ಸಂದರ್ಭದಲ್ಲಿ ತಾಲ್ಲೂಕು ಪಂಚಾಯಿತಿ ಸದಸ್ಯರು ಗ್ರಾಮಸ್ಥರು ಹಾಗೂ ಮುಖಂಡರು ಉಪಸ್ಥಿತರಿದ್ದರು ಕಾರ್ಯಕ್ರಮದಲ್ಲಿ ಮುಖ್ಯ ಅತಿಥಿಗಳಾಗಿ ಭಾಗವಹಿಸಿ ಮಾತನಾಡಿದ ಅವರು ವಿದ್ಯಾರ್ಥಿಗಳು ಶಿಕ್ಷಣದ ಜೊತೆಗೆ ಸಂಸ್ಕಾರವನ್ನು ಬೆಳೆಸಿಕೊಳ್ಳಬೇಕು ಪೋಷಕರ ಹಾಗೂ ಗುರುಗಳ ಮಾರ್ಗದರ್ಶನದಲ್ಲಿ ನಡೆದರೆ ಜೀವನ ಯಶಸ್ವಿಯಾಗುತ್ತದೆ ಎಂದು ತಿಳಿಸಿದರು ಈ ಸಂದರ್ಭದಲ್ಲಿ ತಾಲ್ಲೂಕು ಪಂಚಾಯಿತಿ ಸದಸ್ಯರು ಗ್ರಾಮಸ್ಥರು ಹಾಗೂ ಮುಖಂಡರು ಉಪಸ್ಥಿತರಿದ್ದರು [515,307,663,441]
issue-date: TUESDAY : 08-10-2024 [76,37,189,49]
dateline: ಮಹದೇವಪುರ: [359,177,382,182]
page-indicator: 3/4 [571,966,602,991]
photo-birthday-cake [359,381,511,509]
article-body: ಚಿಕ್ಕಬಳ್ಳಾಪುರ: ಕಾರ್ಯಕ್ರಮದಲ್ಲಿ ಮುಖ್ಯ ಅತಿಥಿಗಳಾಗಿ ಭಾಗವಹಿಸಿ ಮಾತನಾಡಿದ ಅವರು ವಿದ್ಯಾರ್ಥಿಗಳು ಶಿಕ್ಷಣದ ಜೊತೆಗೆ ಸಂಸ್ಕಾರವನ್ನು ಬೆಳೆಸಿಕೊಳ್ಳಬೇಕು ಪೋಷಕರ ಹಾಗೂ ಗುರುಗಳ ಮಾರ್ಗದರ್ಶನದಲ್ಲಿ ನಡೆದರೆ ಜೀವನ ಯಶಸ್ವಿಯಾಗುತ್ತದೆ ಎಂದು ತಿಳಿಸಿದರು ಈ ಸಂದರ್ಭದಲ್ಲಿ ತಾಲ್ಲೂಕು ಪಂಚಾಯಿತಿ ಸದಸ್ಯರು ಗ್ರಾಮಸ್ಥರು ಹಾಗೂ ಮುಖಂಡರು ಉಪಸ್ಥಿತರಿದ್ದರು ಕಾರ್ಯಕ್ರಮದಲ್ಲಿ ಮುಖ್ಯ ಅತಿಥಿಗಳಾಗಿ ಭಾಗವಹಿಸಿ ಮಾತನಾಡಿದ ಅವರು ವಿದ್ಯಾರ್ಥಿಗಳು ಶಿಕ್ಷಣದ ಜೊತೆಗೆ ಸಂಸ್ಕಾರವನ್ನು ಬೆಳೆಸಿಕೊಳ್ಳಬೇಕು ಪೋಷಕರ ಹಾಗೂ ಗುರುಗಳ ಮಾರ್ಗದರ್ಶನದಲ್ಲಿ ನಡೆದರೆ ಜೀವನ ಯಶಸ್ವಿಯಾಗುತ್ತದೆ ಎಂದು ತಿಳಿಸಿದರು ಈ ಸಂದರ್ಭದಲ್ಲಿ ತಾಲ್ಲೂಕು ಪಂಚಾಯಿತಿ ಸದಸ್ಯರು ಗ್ರಾಮಸ್ಥರು ಹಾಗೂ ಮುಖಂಡರು ಉಪಸ್ಥಿತರಿದ್ದರು ಕಾರ್ಯಕ್ರಮದಲ್ಲಿ ಮುಖ್ಯ ಅತಿಥಿಗಳಾಗಿ ಭಾಗವಹಿಸಿ ಮಾತನಾಡಿದ ಅವರು ವಿದ್ಯಾರ್ಥಿಗಳು ಶಿಕ್ಷಣದ ಜೊತೆಗೆ ಸಂಸ್ಕಾರವನ್ನು ಬೆಳೆಸಿಕೊಳ್ಳಬೇಕು ಪೋಷಕರ ಹಾಗೂ ಗುರುಗಳ ಮಾರ್ಗದರ್ಶನದಲ್ಲಿ ನಡೆದರೆ ಜೀವನ ಯಶಸ್ವಿಯಾಗುತ್ತದೆ ಎಂದು ತಿಳಿಸಿದರು ಈ ಸಂದರ್ಭದಲ್ಲಿ ತಾಲ್ಲೂಕು ಪಂಚಾಯಿತಿ ಸದಸ್ಯರು ಗ್ರಾಮಸ್ಥರು ಹಾಗೂ ಮುಖಂಡರು ಉಪಸ್ಥಿತರಿದ್ದರು [39,251,139,353]
headline-talent-search[interactable]: 9 ಮತ್ತು 10ನೇ ತರಗತಿ ವಿದ್ಯಾರ್ಥಿಗಳಿಗೆ ಟ್ಯಾಲೆಂಟ್ ಸರ್ಚ್ ಪರೀಕ್ಷೆ [39,826,308,841]
kicker-text: ಗುರಿಬಿಂದಿಗೆ ಆವರುದಲ್ಲ ಯಶಸ್ವು ಕಾಣಲು ಸಾಧ್ಯ, ಪೋಷಕರ ಕನಸನ್ನು ನನಸು ಮಾಡಲು ವಿದ್ಯಾರ್ಥಿಗಳು ಕಠಿ ಶ್ರಮ ವಹಿಸಿ, ಡಾ.ಜಿ. ವಿಜ್ಞಾನ [39,63,276,69]
dateline: ದೇವನಹಳ್ಳಿ : [39,849,59,854]
newspaper-title [40,29,659,57]
article-body: ಕಾರ್ಯಕ್ರಮದಲ್ಲಿ ಮುಖ್ಯ ಅತಿಥಿಗಳಾಗಿ ಭಾಗವಹಿಸಿ ಮಾತನಾಡಿದ ಅವರು ವಿದ್ಯಾರ್ಥಿಗಳು ಶಿಕ್ಷಣದ ಜೊತೆಗೆ ಸಂಸ್ಕಾರವನ್ನು ಬೆಳೆಸಿಕೊಳ್ಳಬೇಕು ಪೋಷಕರ ಹಾಗೂ ಗುರುಗಳ ಮಾರ್ಗದರ್ಶನದಲ್ಲಿ ನಡೆದರೆ ಜೀವನ ಯಶಸ್ವಿಯಾಗುತ್ತದೆ ಎಂದು ತಿಳಿಸಿದರು ಈ ಸಂದರ್ಭದಲ್ಲಿ ತಾಲ್ಲೂಕು ಪಂಚಾಯಿತಿ ಸದಸ್ಯರು ಗ್ರಾಮಸ್ಥರು ಹಾಗೂ ಮುಖಂಡರು ಉಪಸ್ಥಿತರಿದ್ದರು ಕಾರ್ಯಕ್ರಮದಲ್ಲಿ ಮುಖ್ಯ ಅತಿಥಿಗಳಾಗಿ ಭಾಗವಹಿಸಿ ಮಾತನಾಡಿದ ಅವರು ವಿದ್ಯಾರ್ಥಿಗಳು ಶಿಕ್ಷಣದ ಜೊತೆಗೆ ಸಂಸ್ಕಾರವನ್ನು ಬೆಳೆಸಿಕೊಳ್ಳಬೇಕು ಪೋಷಕರ ಹಾಗೂ ಗುರುಗಳ ಮಾರ್ಗದರ್ಶನದಲ್ಲಿ ನಡೆದರೆ ಜೀವನ ಯಶಸ್ವಿಯಾಗುತ್ತದೆ ಎಂದು ತಿಳಿಸಿದರು ಈ ಸಂದರ್ಭದಲ್ಲಿ ತಾಲ್ಲೂಕು ಪಂಚಾಯಿತಿ ಸದಸ್ಯರು ಗ್ರಾಮಸ್ಥರು ಹಾಗೂ ಮುಖಂಡರು ಉಪಸ್ಥಿತರಿದ್ದರು [459,884,557,954]
office-signboard: ತಾಲ್ಲೂಕು ಪಂಚಾಯಿತಿ ಕಾರ್ಯಾಲಯ [242,498,326,506]
article-body: ಕಾರ್ಯಕ್ರಮದಲ್ಲಿ ಮುಖ್ಯ ಅತಿಥಿಗಳಾಗಿ ಭಾಗವಹಿಸಿ ಮಾತನಾಡಿದ ಅವರು ವಿದ್ಯಾರ್ಥಿಗಳು ಶಿಕ್ಷಣದ ಜೊತೆಗೆ ಸಂಸ್ಕಾರವನ್ನು ಬೆಳೆಸಿಕೊಳ್ಳಬೇಕು ಪೋಷಕರ ಹಾಗೂ ಗುರುಗಳ ಮಾರ್ಗದರ್ಶನದಲ್ಲಿ ನಡೆದರೆ ಜೀವನ ಯಶಸ್ವಿಯಾಗುತ್ತದೆ ಎಂದು ತಿಳಿಸಿದರು ಈ ಸಂದರ್ಭದಲ್ಲಿ ತಾಲ್ಲೂಕು ಪಂಚಾಯಿತಿ ಸದಸ್ಯರು ಗ್ರಾಮಸ್ಥರು ಹಾಗೂ ಮುಖಂಡರು ಉಪಸ್ಥಿತರಿದ್ದರು [458,177,558,215]
